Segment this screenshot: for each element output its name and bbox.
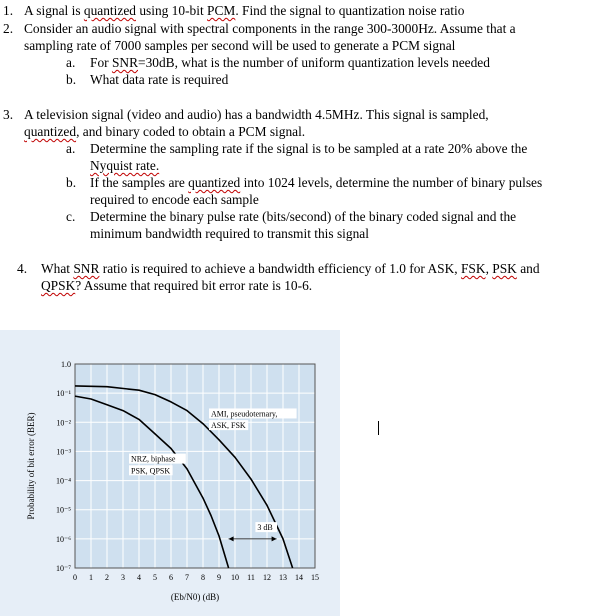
question-3a-line-1: Determine the sampling rate if the signal is to be sampled at a rate 20% above the [90, 141, 528, 156]
x-tick-label: 1 [89, 573, 93, 582]
x-tick-label: 8 [201, 573, 205, 582]
annotation-label: NRZ, biphase [131, 454, 176, 464]
spell-flag-quantized: quantized [188, 175, 241, 190]
question-3b-line-1: If the samples are quantized into 1024 levels, determine the number of binary pulses [90, 175, 543, 190]
spell-flag-snr: SNR [73, 261, 100, 276]
spell-flag-nyquist: Nyquist rate. [90, 158, 160, 173]
x-tick-label: 5 [153, 573, 157, 582]
chart-grid [75, 364, 315, 568]
plot-area [75, 364, 315, 568]
x-tick-label: 13 [279, 573, 287, 582]
spell-flag-snr: SNR [111, 55, 139, 70]
spell-flag-pcm: PCM [207, 3, 236, 18]
y-tick-label: 10⁻⁷ [55, 564, 71, 573]
annotation-label: ASK, FSK [211, 421, 246, 431]
x-tick-label: 3 [121, 573, 125, 582]
spell-flag-quantized: quantized [24, 124, 77, 139]
x-tick-label: 14 [295, 573, 303, 582]
question-3c-line-2: minimum bandwidth required to transmit this signal [90, 226, 369, 241]
question-3a-line-2 [90, 158, 159, 174]
y-tick-label: 10⁻⁵ [55, 505, 71, 515]
annotation-label: 3 dB [257, 523, 273, 533]
spell-flag-psk: PSK [492, 261, 517, 276]
question-2-line-1: Consider an audio signal with spectral components in the range 300-3000Hz. Assume that a [24, 21, 516, 36]
question-4-line-1: What SNR ratio is required to achieve a bandwidth efficiency of 1.0 for ASK, FSK, PSK and [41, 261, 540, 276]
question-3b-line-2: required to encode each sample [90, 192, 259, 207]
y-tick-label: 10⁻⁶ [55, 534, 71, 544]
question-3b-label: b. [66, 175, 77, 190]
question-3a-label: a. [66, 141, 76, 156]
x-tick-label: 4 [137, 573, 141, 582]
question-2b-text: What data rate is required [90, 72, 229, 87]
x-tick-label: 0 [73, 573, 77, 582]
annotation-label: PSK, QPSK [131, 466, 171, 476]
question-3c-label: c. [66, 209, 76, 224]
question-3-line-1: A television signal (video and audio) has a bandwidth 4.5MHz. This signal is sampled, [24, 107, 489, 122]
question-3-line-2: quantized, and binary coded to obtain a PCM signal. [24, 124, 306, 139]
x-tick-label: 9 [217, 573, 221, 582]
question-4-line-2: QPSK? Assume that required bit error rate is 10-6. [41, 278, 313, 293]
y-tick-label: 1.0 [61, 360, 71, 369]
annotation-label: AMI, pseudoternary, [211, 409, 278, 419]
question-2a-label: a. [66, 55, 76, 70]
ber-chart [0, 330, 340, 616]
y-tick-label: 10⁻⁴ [55, 476, 71, 486]
question-2-line-2: sampling rate of 7000 samples per second will be used to generate a PCM signal [24, 38, 456, 53]
y-tick-label: 10⁻² [56, 418, 71, 428]
question-3-number: 3. [3, 107, 14, 122]
y-axis-label: Probability of bit error (BER) [26, 412, 36, 520]
question-1-number: 1. [3, 3, 14, 18]
question-4-number: 4. [17, 261, 28, 276]
text-cursor [378, 421, 379, 435]
question-2b-label: b. [66, 72, 77, 87]
spell-flag-qpsk: QPSK [41, 278, 76, 293]
x-tick-label: 12 [263, 573, 271, 582]
spell-flag-fsk: FSK [460, 261, 486, 276]
question-2a-text: For SNR=30dB, what is the number of uniform quantization levels needed [90, 55, 490, 70]
question-1-text: A signal is quantized using 10-bit PCM. Find the signal to quantization noise ratio [24, 3, 465, 18]
x-tick-label: 10 [231, 573, 239, 582]
spell-flag-quantized: quantized [83, 3, 136, 18]
x-tick-label: 11 [247, 573, 255, 582]
x-tick-label: 7 [185, 573, 189, 582]
x-tick-label: 2 [105, 573, 109, 582]
x-tick-label: 6 [169, 573, 173, 582]
question-3c-line-1: Determine the binary pulse rate (bits/second) of the binary coded signal and the [90, 209, 517, 224]
x-tick-label: 15 [311, 573, 319, 582]
x-axis-label: (Eb/N0) (dB) [170, 592, 220, 602]
question-1 [3, 3, 13, 19]
y-tick-label: 10⁻¹ [56, 389, 71, 399]
y-tick-label: 10⁻³ [56, 447, 71, 457]
question-2-number: 2. [3, 21, 14, 36]
